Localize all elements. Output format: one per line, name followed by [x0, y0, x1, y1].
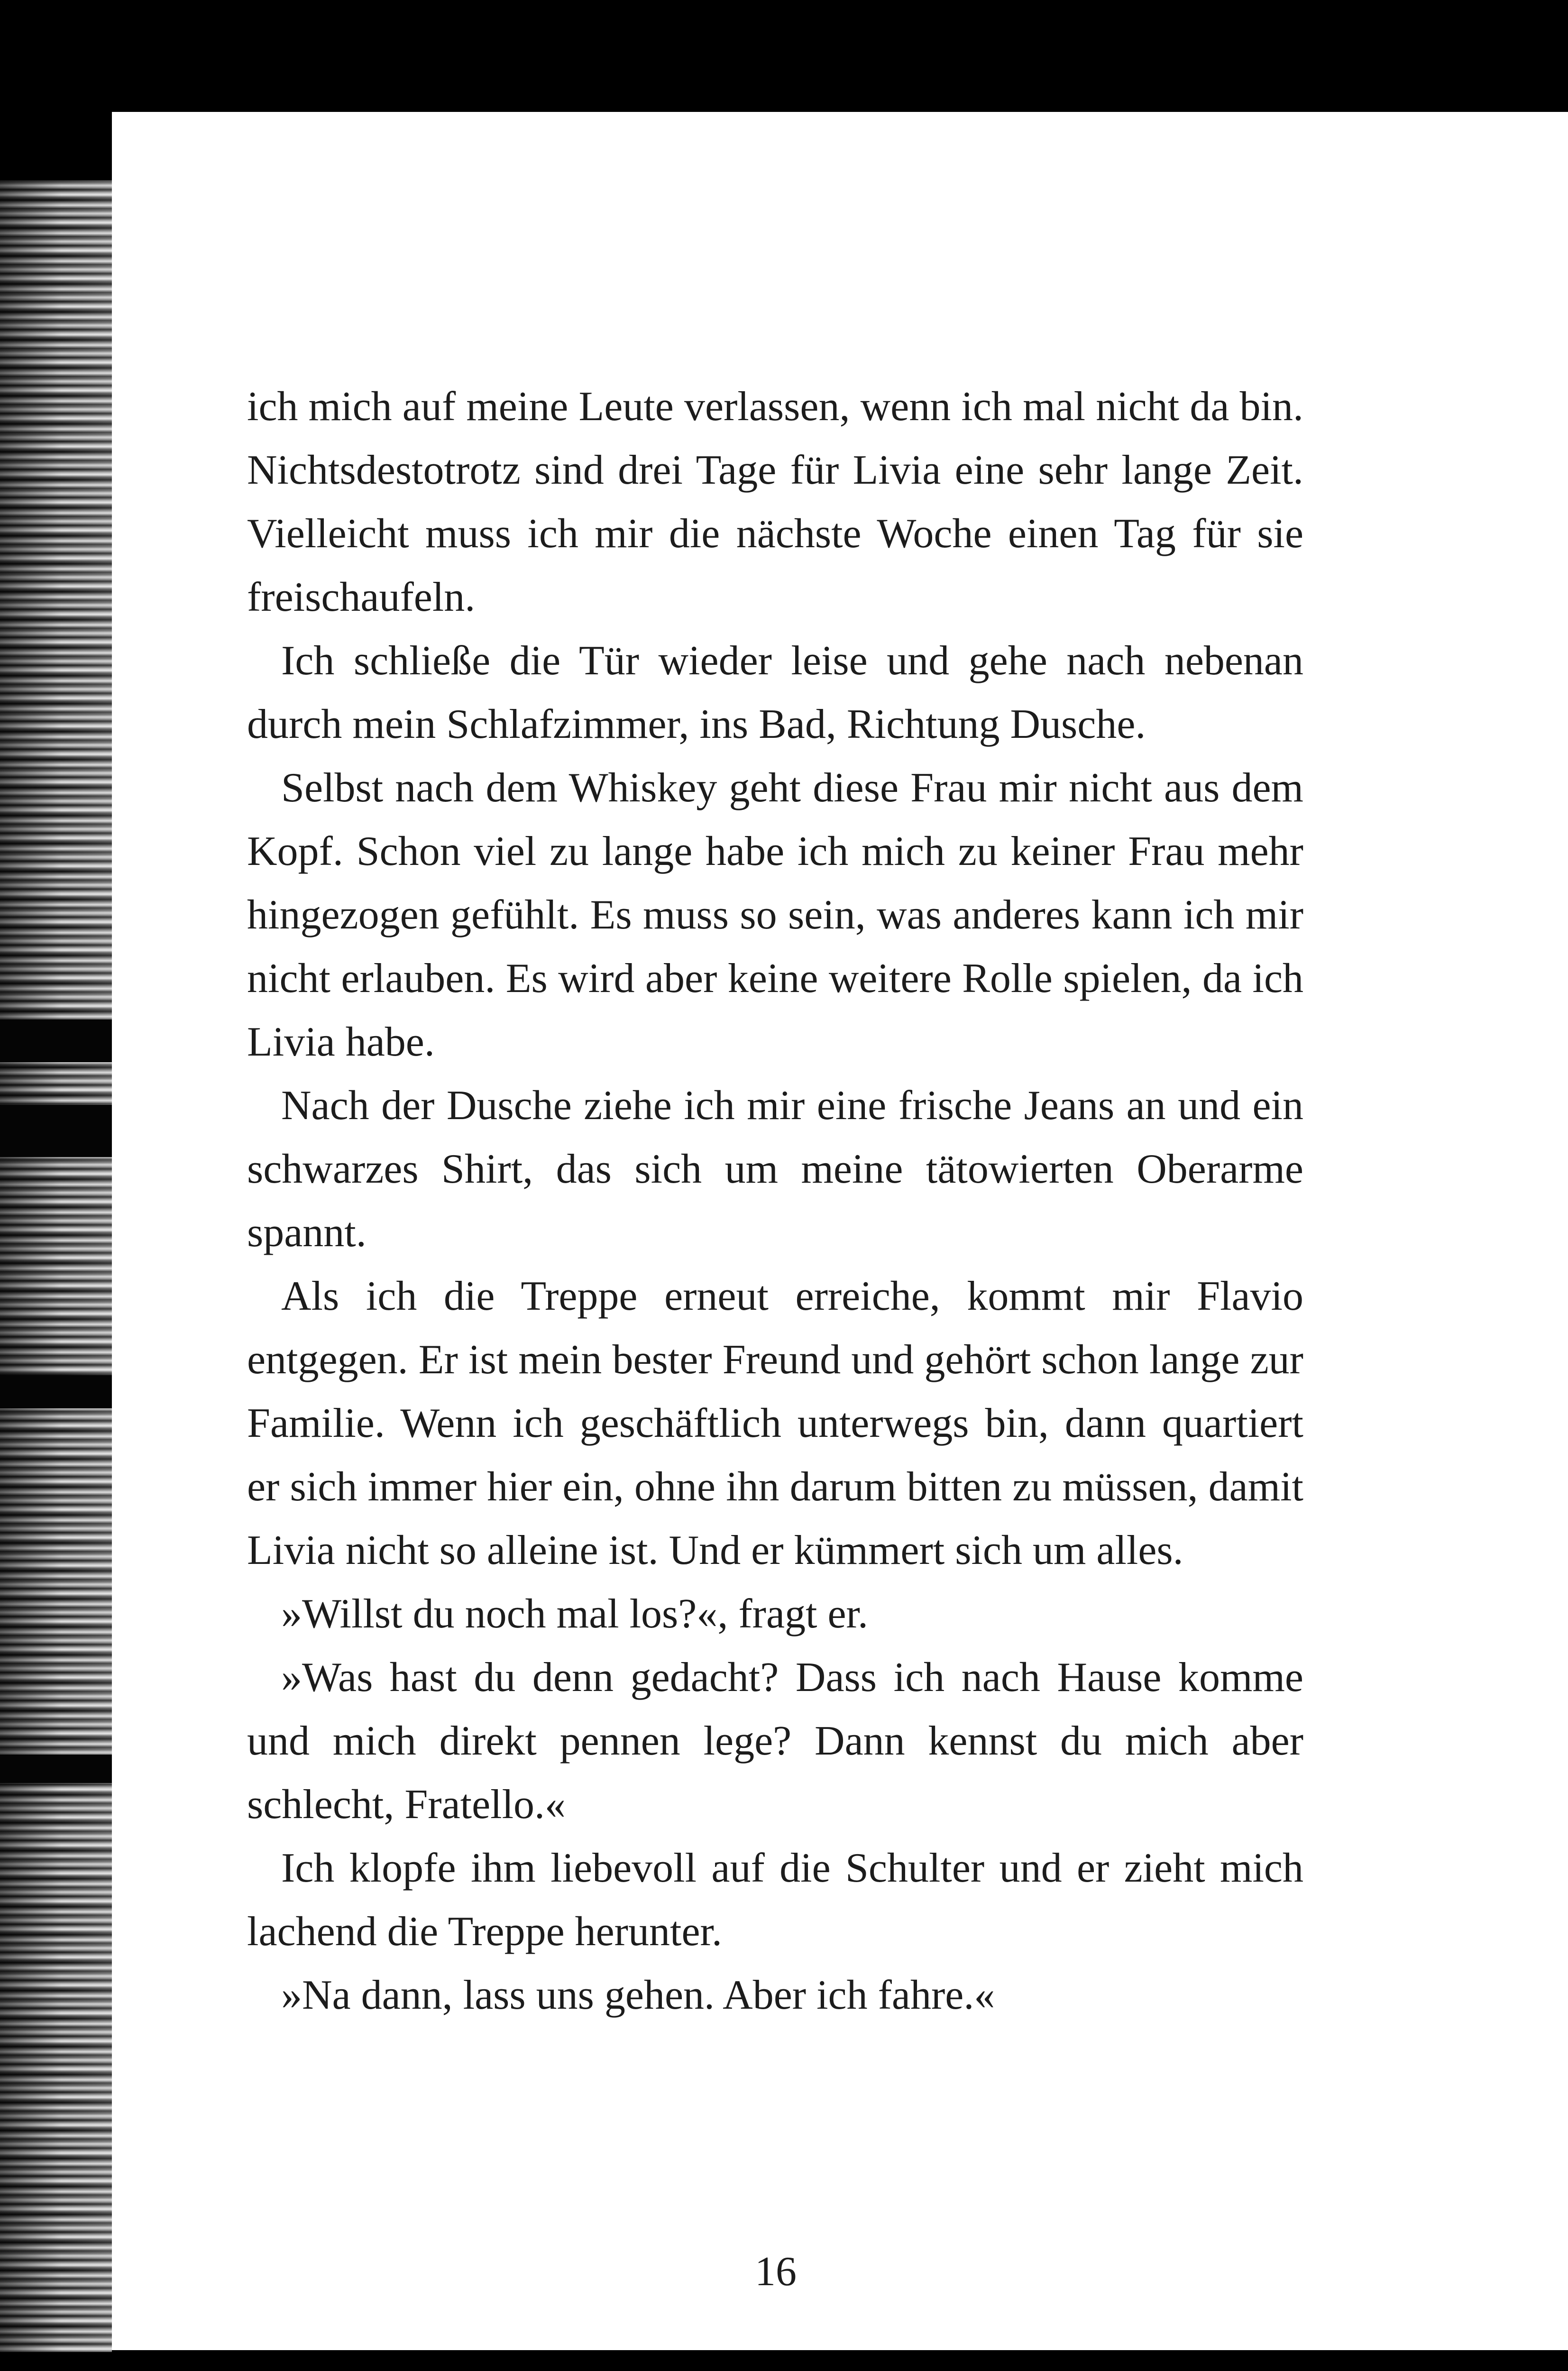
paragraph: Ich klopfe ihm liebevoll auf die Schulter und er zieht mich lachend die Treppe herunter.: [247, 1845, 1303, 1955]
paragraph: Selbst nach dem Whiskey geht diese Frau mir nicht aus dem Kopf. Schon viel zu lange habe ich mich zu keiner Frau mehr hingezogen gefühlt. Es muss so sein, was anderes kann ich mir nicht erlauben. Es wird aber keine weitere Rolle spielen, da ich Livia habe.: [247, 765, 1303, 1065]
book-page: [112, 112, 1568, 2350]
paragraph: ich mich auf meine Leute verlassen, wenn ich mal nicht da bin. Nichtsdestotrotz sind drei Tage für Livia eine sehr lange Zeit. Vielleicht muss ich mir die nächste Woche einen Tag für sie freischaufeln.: [247, 384, 1303, 620]
edge-dark-band: [0, 1020, 112, 1062]
paragraph: »Na dann, lass uns gehen. Aber ich fahre.«: [281, 1972, 995, 2018]
edge-shadow: [0, 180, 112, 2352]
paragraph: Ich schließe die Tür wieder leise und gehe nach nebenan durch mein Schlafzimmer, ins Bad, Richtung Dusche.: [247, 638, 1303, 747]
paragraph: Als ich die Treppe erneut erreiche, kommt mir Flavio entgegen. Er ist mein bester Freund und gehört schon lange zur Familie. Wenn ich geschäftlich unterwegs bin, dann quartiert er sich immer hier ein, ohne ihn darum bitten zu müssen, damit Livia nicht so alleine ist. Und er kümmert sich um alles.: [247, 1273, 1303, 1573]
paragraph: »Was hast du denn gedacht? Dass ich nach Hause komme und mich direkt pennen lege? Dann kennst du mich aber schlecht, Fratello.«: [247, 1654, 1303, 1828]
paragraph: »Willst du noch mal los?«, fragt er.: [281, 1591, 868, 1637]
edge-dark-band: [0, 1105, 112, 1157]
scanned-page-edge: [0, 0, 112, 2371]
edge-dark-band: [0, 1375, 112, 1408]
body-text: [247, 375, 1303, 2027]
edge-dark-band: [0, 1755, 112, 1783]
page-number: 16: [755, 2249, 797, 2295]
paragraph: Nach der Dusche ziehe ich mir eine frische Jeans an und ein schwarzes Shirt, das sich um meine tätowierten Oberarme spannt.: [247, 1083, 1303, 1256]
